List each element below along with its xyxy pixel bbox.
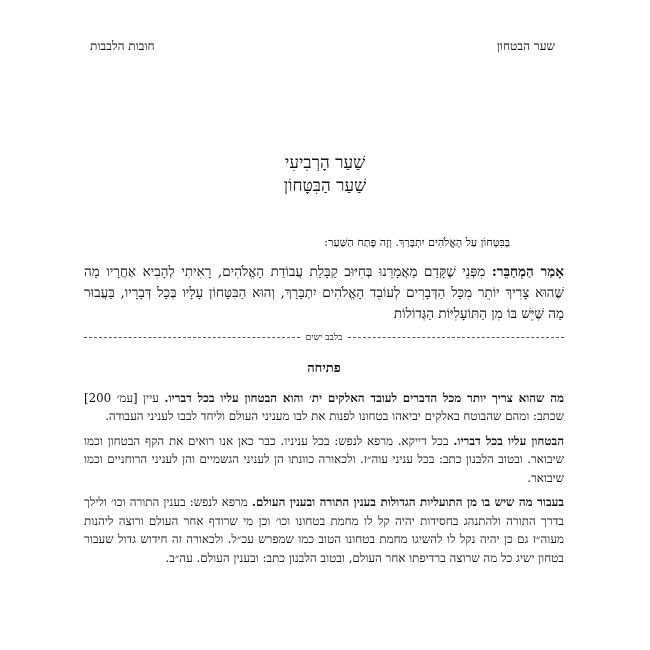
commentary-lemma: מה שהוא צריך יותר מכל הדברים לעובד האלקים ית׳ והוא הבטחון עליו בכל דבריו. — [164, 390, 564, 405]
commentary-lemma: בעבור מה שיש בו מן התועליות הגדולות בענין התורה ובענין העולם. — [251, 495, 564, 509]
commentary-text: מרפא לנפש: בענין התורה וכו׳ ולילך בדרך התורה ולהתנהג בחסידות יהיה קל לו מחמת בטחונו וכו׳ וכן מי שרודף אחר העולם ורוצה ליהנות מעוה״ז גם כן יהיה נקל לו להשיגו מחמת בטחונו הטוב כמו שמפרש עכ״ל. ולכאורה זה חידוש גדול שעבור בטחון ישיג כל מה שרוצה ברדיפתו אחר העולם, ובטוב הלבנון כתב: ובענין העולם. עה״ב. — [84, 495, 564, 565]
commentary-lemma: הבטחון עליו בכל דבריו. — [453, 433, 564, 448]
commentary-paragraph — [84, 432, 564, 488]
commentary-divider — [84, 330, 564, 344]
commentary — [84, 360, 564, 573]
commentary-text: עיין [עמ׳ 200] שכתב: ומהם שהבוטח באלקים יביאהו בטחונו לפנות את לבו מעניני העולם וליחד לבבו לעניני העבודה. — [84, 390, 564, 423]
commentary-heading: פתיחה — [307, 361, 341, 376]
main-text — [84, 262, 564, 325]
running-head-gate-title: שער הבטחון — [496, 38, 555, 53]
divider-line-right — [348, 337, 564, 338]
main-text-lead: אָמַר הַמְחַבֵּר: — [491, 264, 564, 280]
gate-title-block — [0, 152, 650, 198]
main-text-paragraph — [84, 262, 564, 325]
gate-title-line1: שַׁעַר הָרְבִיעִי — [284, 153, 366, 173]
commentary-text: בכל דייקא. מרפא לנפש: בכל עניניו. כבר כאן אנו רואים את הקף הבטחון וכמו שיבואר. ובטוב הלבנון כתב: בכל עניני עוה״ז. ולכאורה כוונתו הן לעניני הגשמיים והן לעניני הרוחניים וכמו שיבואר. — [84, 433, 564, 485]
divider-label: בלבב ישים — [305, 332, 343, 343]
commentary-paragraph — [84, 493, 564, 567]
divider-line-left — [84, 337, 300, 338]
gate-subtitle: בַּבִּטָּחוֹן עַל הָאֱלֹהִים יִתְבָּרַךְ. וְזֶה פֶּתַח הַשַּׁעַר: — [324, 236, 510, 249]
running-head-book-title: חובות הלבבות — [90, 38, 155, 53]
running-head — [90, 36, 555, 56]
gate-title-line2: שַׁעַר הַבִּטָּחוֹן — [283, 176, 367, 196]
main-text-body: מִפְּנֵי שֶׁקָּדַם מַאֲמָרֵנוּ בְּחִיּוּב קַבָּלַת עֲבוֹדַת הָאֱלֹהִים, רָאִיתִי לְהָבִיא אַחֲרָיו מַה שֶּׁהוּא צָרִיךְ יוֹתֵר מִכָּל הַדְּבָרִים לְעוֹבֵד הָאֱלֹהִים יִתְבָּרַךְ, וְהוּא הַבִּטָּחוֹן עָלָיו בְּכָל דְּבָרָיו, בַּעֲבוּר מַה שֶּׁיֵּשׁ בּוֹ מִן הַתּוֹעָלִיּוֹת הַגְּדוֹלוֹת — [84, 264, 564, 322]
commentary-paragraph — [84, 389, 564, 426]
